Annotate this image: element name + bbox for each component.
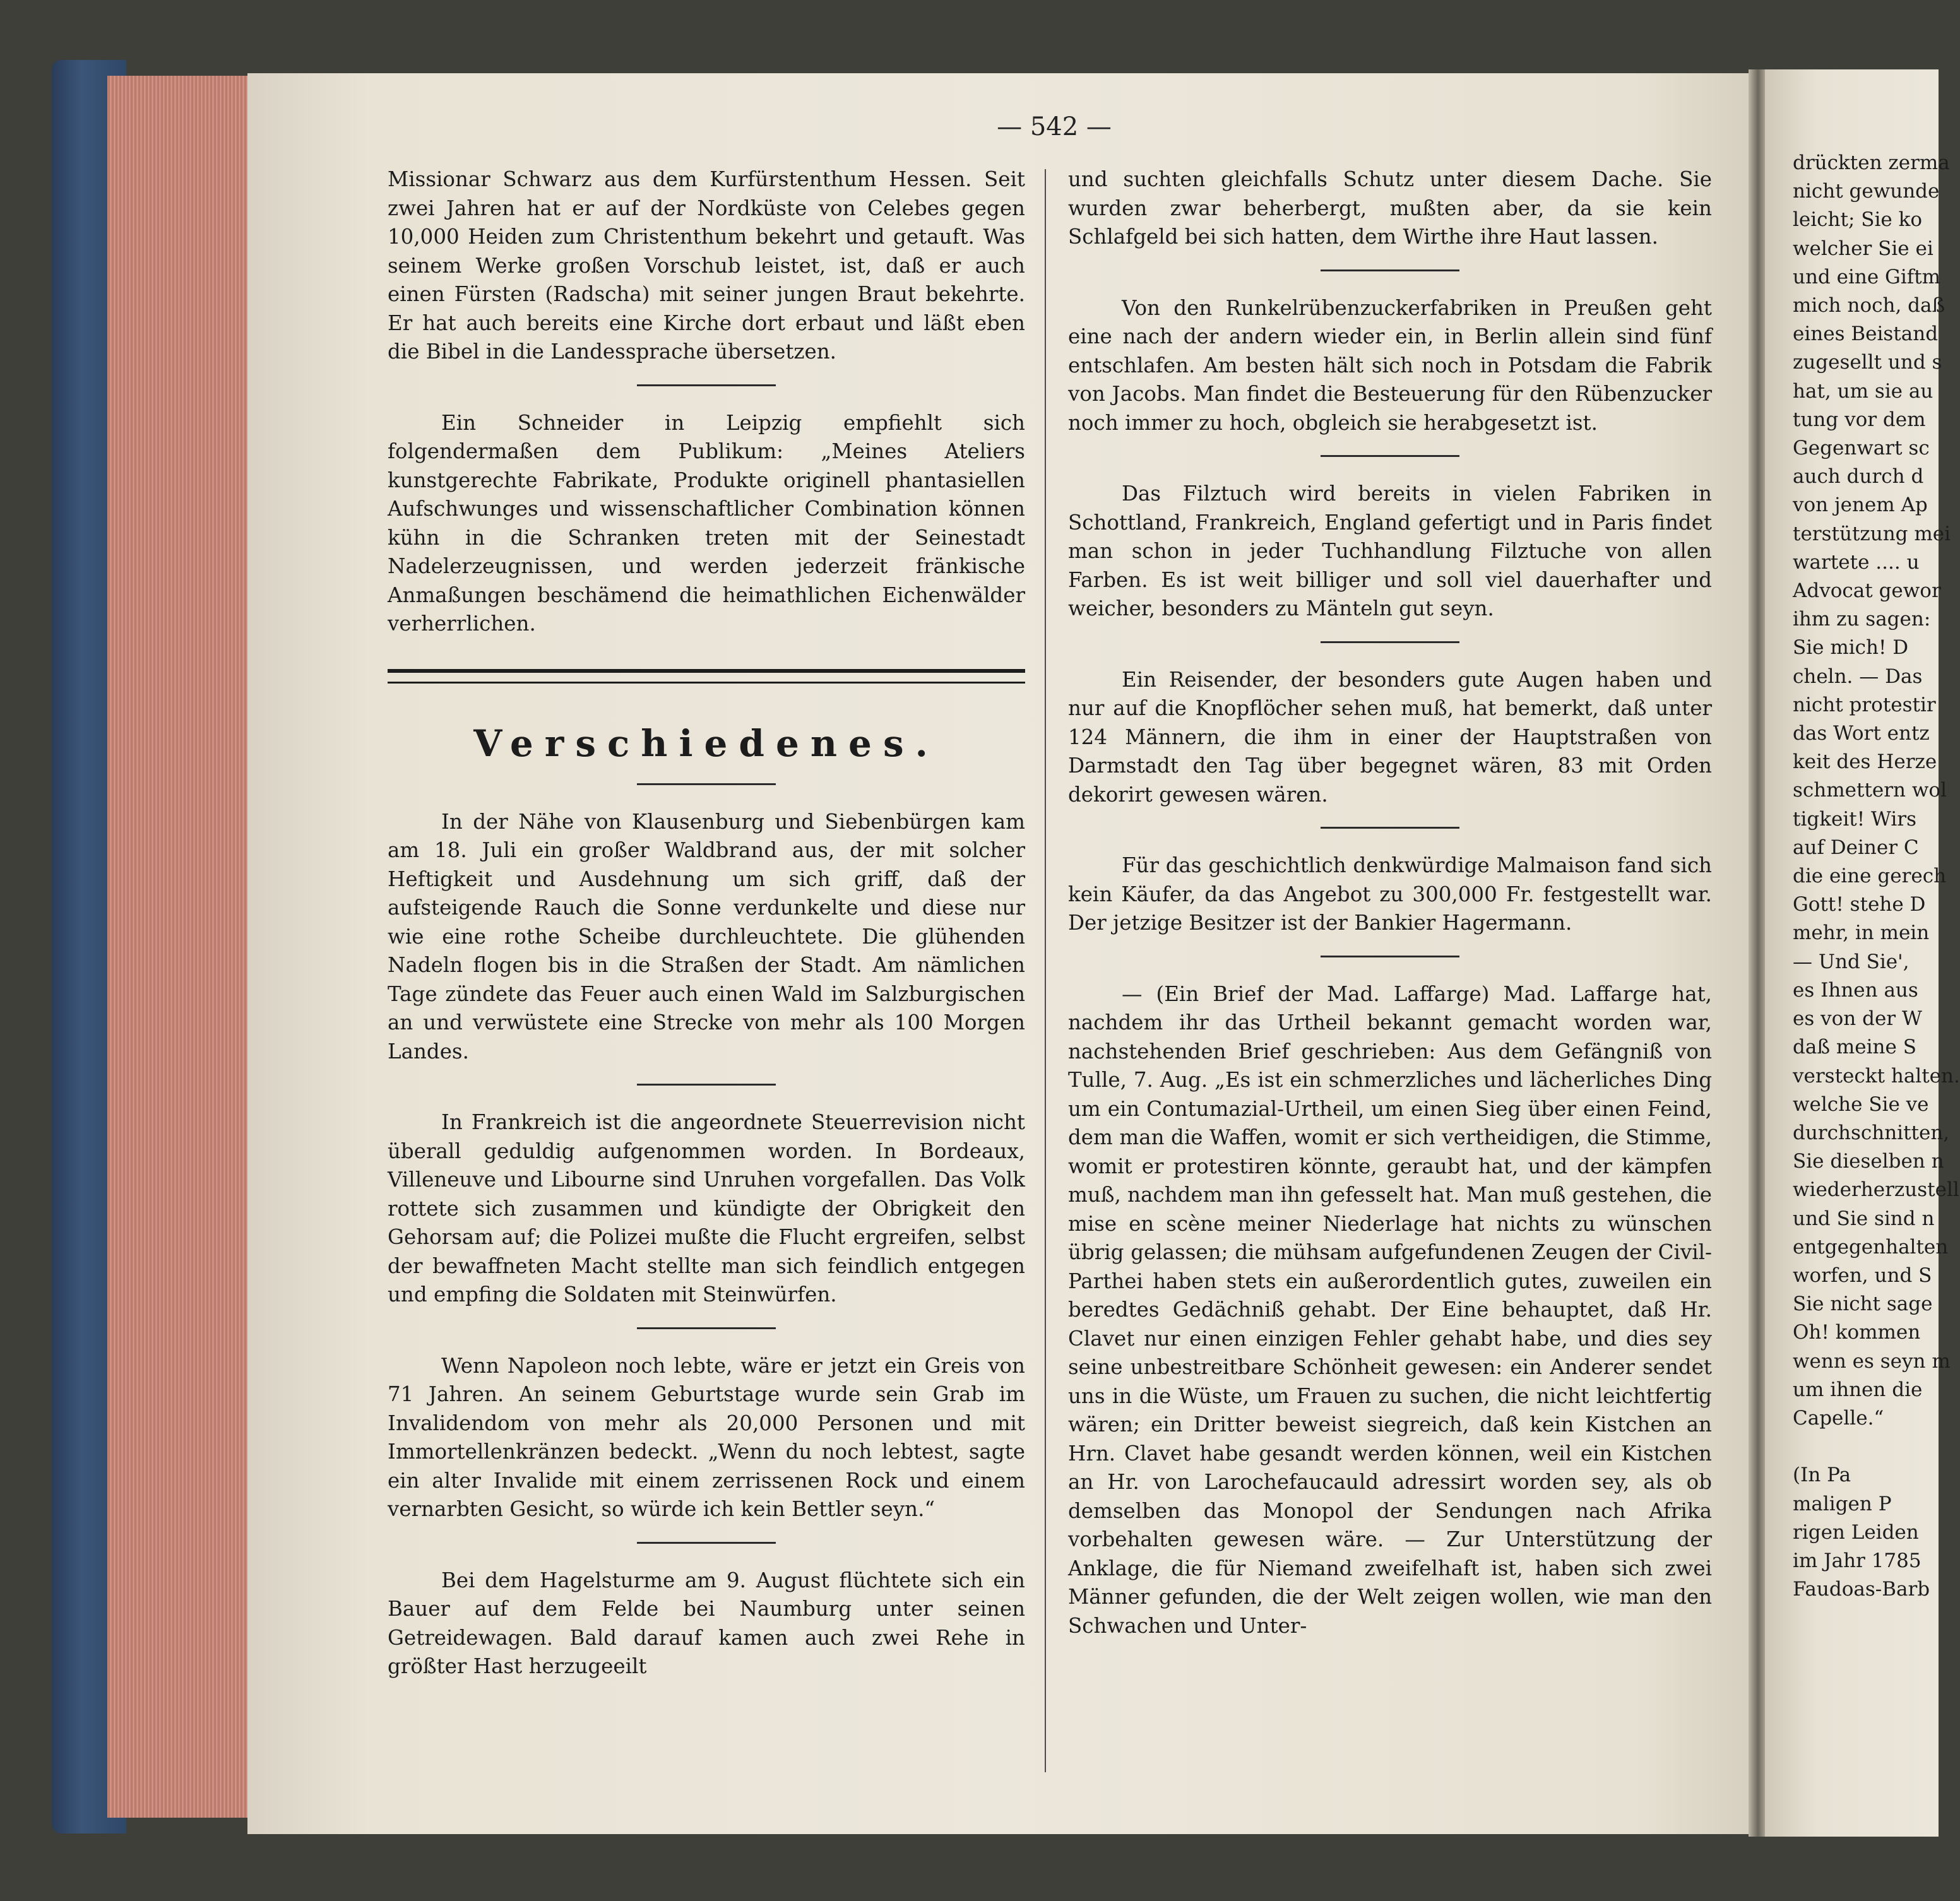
separator-rule xyxy=(637,1542,776,1544)
fragment-line: auf Deiner C xyxy=(1793,836,1919,859)
fragment-line: welche Sie ve xyxy=(1793,1093,1929,1116)
paragraph-text: In der Nähe von Klausenburg und Siebenbürgen kam am 18. Juli ein großer Waldbrand aus, der mit solcher Heftigkeit und Ausdehnung um sich griff, daß der aufsteigende Rauch die Sonne verdunkelte und diese nur wie eine rothe Scheibe durchleuchtete. Die glühenden Nadeln flogen bis in die Straßen der Stadt. Am nämlichen Tage zündete das Feuer auch einen Wald im Salzburgischen an und verwüstete eine Strecke von mehr als 100 Morgen Landes. xyxy=(388,809,1025,1063)
fragment-line: um ihnen die xyxy=(1793,1378,1923,1401)
fragment-line: tung vor dem xyxy=(1793,408,1926,431)
paragraph-text: — (Ein Brief der Mad. Laffarge) Mad. Laffarge hat, nachdem ihr das Urtheil bekannt gemacht worden war, nachstehenden Brief geschrieben: Aus dem Gefängniß von Tulle, 7. Aug. „Es ist ein schmerzliches und lächerliches Ding um ein Contumazial-Urtheil, um einen Sieg über einen Feind, dem man die Waffen, womit er sich vertheidigen, die Stimme, womit er protestiren könnte, geraubt hat, und der kämpfen muß, nachdem man ihn gefesselt hat. Man muß gestehen, die mise en scène meiner Niederlage hat nichts zu wünschen übrig gelassen; die mühsam aufgefundenen Zeugen der Civil-Parthei haben stets ein außerordentlich gutes, zuweilen ein beredtes Gedächniß gehabt. Der Eine behauptet, daß Hr. Clavet nur einen einzigen Fehler gehabt habe, und dies sey seine unbestreitbare Schönheit gewesen: ein Anderer sendet uns in die Wüste, um Frauen zu suchen, die nicht leichtfertig wären; ein Dritter beweist siegreich, daß kein Kistchen an Hrn. Clavet habe gesandt werden können, weil ein Kistchen an Hr. von Larochefaucauld adressirt worden sey, als ob demselben das Monopol der Sendungen nach Afrika vorbehalten gewesen wäre. — Zur Unterstützung der Anklage, die für Niemand zweifelhaft ist, haben sich zwei Männer gefunden, die der Welt zeigen wollen, wie man den Schwachen und Unter- xyxy=(1068,981,1712,1638)
separator-rule xyxy=(1321,956,1459,957)
separator-rule xyxy=(637,384,776,386)
paragraph xyxy=(388,1566,1025,1681)
separator-rule xyxy=(637,1327,776,1329)
paragraph-text: Bei dem Hagelsturme am 9. August flüchtete sich ein Bauer auf dem Felde bei Naumburg unter seinen Getreidewagen. Bald darauf kamen auch zwei Rehe in größter Hast herzugeeilt xyxy=(388,1568,1025,1678)
fragment-line: eines Beistand xyxy=(1793,323,1939,346)
fragment-line: zugesellt und s xyxy=(1793,351,1942,374)
fragment-line: Gott! stehe D xyxy=(1793,893,1926,916)
fragment-line: worfen, und S xyxy=(1793,1264,1932,1287)
right-column xyxy=(1068,165,1712,1640)
separator-rule xyxy=(637,1084,776,1086)
fragment-line: entgegenhalten xyxy=(1793,1235,1949,1258)
fragment-line: leicht; Sie ko xyxy=(1793,208,1923,232)
fragment-line: welcher Sie ei xyxy=(1793,237,1933,260)
fragment-line: mehr, in mein xyxy=(1793,921,1930,945)
page-edges xyxy=(107,76,252,1818)
fragment-line: maligen P xyxy=(1793,1492,1892,1515)
paragraph-text: Von den Runkelrübenzuckerfabriken in Preußen geht eine nach der andern wieder ein, in Berlin allein sind fünf entschlafen. Am besten hält sich noch in Potsdam die Fabrik von Jacobs. Man findet die Besteuerung für den Rübenzucker noch immer zu hoch, obgleich sie herabgesetzt ist. xyxy=(1068,295,1712,435)
fragment-line: rigen Leiden xyxy=(1793,1520,1919,1544)
separator-rule xyxy=(1321,269,1459,271)
fragment-line: von jenem Ap xyxy=(1793,494,1928,517)
paragraph xyxy=(1068,851,1712,938)
paragraph xyxy=(388,1352,1025,1524)
fragment-line: Oh! kommen xyxy=(1793,1321,1921,1344)
fragment-line: durchschnitten, xyxy=(1793,1121,1950,1144)
paragraph-text: und suchten gleichfalls Schutz unter diesem Dache. Sie wurden zwar beherbergt, mußten aber, da sie kein Schlafgeld bei sich hatten, dem Wirthe ihre Haut lassen. xyxy=(1068,167,1712,249)
fragment-line: und eine Giftm xyxy=(1793,265,1941,288)
fragment-line: das Wort entz xyxy=(1793,722,1930,745)
paragraph xyxy=(388,808,1025,1067)
separator-rule xyxy=(1321,827,1459,829)
paragraph xyxy=(1068,294,1712,438)
fragment-line: ihm zu sagen: xyxy=(1793,608,1931,631)
fragment-line: Advocat gewor xyxy=(1793,579,1941,603)
fragment-line: es von der W xyxy=(1793,1007,1922,1031)
paragraph xyxy=(388,409,1025,639)
fragment-line: versteckt halten. xyxy=(1793,1064,1960,1087)
paragraph xyxy=(1068,480,1712,624)
fragment-line: daß meine S xyxy=(1793,1036,1916,1059)
facing-page-fragment xyxy=(1793,149,1960,1604)
column-divider xyxy=(1045,169,1046,1772)
fragment-line: Sie mich! D xyxy=(1793,636,1909,660)
fragment-line xyxy=(1793,1433,1957,1461)
paragraph xyxy=(1068,165,1712,252)
fragment-line: Capelle.“ xyxy=(1793,1406,1884,1430)
fragment-line: im Jahr 1785 xyxy=(1793,1549,1921,1572)
paragraph xyxy=(388,1108,1025,1310)
fragment-line: (In Pa xyxy=(1793,1464,1851,1487)
fragment-line: keit des Herze xyxy=(1793,750,1937,774)
paragraph-text: Das Filztuch wird bereits in vielen Fabriken in Schottland, Frankreich, England gefertigt und in Paris findet man schon in jeder Tuchhandlung Filztuche von allen Farben. Es ist weit billiger und soll viel dauerhafter und weicher, besonders zu Mänteln gut seyn. xyxy=(1068,482,1712,620)
fragment-line: schmettern wol xyxy=(1793,779,1947,802)
fragment-line: auch durch d xyxy=(1793,465,1924,489)
section-separator xyxy=(388,669,1025,684)
fragment-line: terstützung mei xyxy=(1793,522,1951,545)
fragment-line: wiederherzustell xyxy=(1793,1178,1959,1202)
section-heading: Verschiedenes. xyxy=(473,721,939,765)
fragment-line: es Ihnen aus xyxy=(1793,978,1918,1002)
fragment-line: drückten zerma xyxy=(1793,151,1950,174)
fragment-line: nicht gewunde xyxy=(1793,180,1940,203)
fragment-line: Gegenwart sc xyxy=(1793,437,1930,460)
fragment-line: mich noch, daß xyxy=(1793,294,1945,317)
fragment-line: nicht protestir xyxy=(1793,693,1936,716)
fragment-line: hat, um sie au xyxy=(1793,379,1933,403)
paragraph-text: Ein Schneider in Leipzig empfiehlt sich folgendermaßen dem Publikum: „Meines Ateliers kunstgerechte Fabrikate, Produkte originell phantasiellen Aufschwunges und wissenschaftlicher Combination können kühn in die Schranken treten mit der Seinestadt Nadelerzeugnissen, und werden jederzeit fränkische Anmaßungen beschämend die heimathlichen Eichenwälder verherrlichen. xyxy=(388,410,1025,636)
page-number: — 542 — xyxy=(997,112,1112,141)
fragment-line: — Und Sie', xyxy=(1793,950,1910,973)
paragraph-text: Für das geschichtlich denkwürdige Malmaison fand sich kein Käufer, da das Angebot zu 300,000 Fr. festgestellt war. Der jetzige Besitzer ist der Bankier Hagermann. xyxy=(1068,853,1712,935)
left-column xyxy=(388,165,1025,1681)
paragraph-text: Wenn Napoleon noch lebte, wäre er jetzt ein Greis von 71 Jahren. An seinem Geburtstage wurde sein Grab im Invalidendom von mehr als 20,000 Personen und mit Immortellenkränzen bedeckt. „Wenn du noch lebtest, sagte ein alter Invalide mit einem zerrissenen Rock und einem vernarbten Gesicht, so würde ich kein Bettler seyn.“ xyxy=(388,1353,1025,1521)
fragment-line: wenn es seyn m xyxy=(1793,1349,1951,1373)
separator-rule xyxy=(1321,641,1459,643)
fragment-line: tigkeit! Wirs xyxy=(1793,807,1916,831)
paragraph xyxy=(1068,666,1712,810)
fragment-line: Faudoas-Barb xyxy=(1793,1578,1930,1601)
paragraph-text: Missionar Schwarz aus dem Kurfürstenthum Hessen. Seit zwei Jahren hat er auf der Nordküste von Celebes gegen 10,000 Heiden zum Christenthum bekehrt und getauft. Was seinem Werke großen Vorschub leistet, ist, daß er auch einen Fürsten (Radscha) mit seiner jungen Braut bekehrte. Er hat auch bereits eine Kirche dort erbaut und läßt eben die Bibel in die Landessprache übersetzen. xyxy=(388,167,1025,364)
fragment-line: Sie dieselben n xyxy=(1793,1150,1944,1173)
paragraph xyxy=(1068,980,1712,1641)
fragment-line: wartete .... u xyxy=(1793,550,1920,574)
separator-rule xyxy=(1321,455,1459,457)
fragment-line: cheln. — Das xyxy=(1793,665,1923,688)
paragraph-text: Ein Reisender, der besonders gute Augen haben und nur auf die Knopflöcher sehen muß, hat bemerkt, daß unter 124 Männern, die ihm in einer der Hauptstraßen von Darmstadt den Tag über begegnet wären, 83 mit Orden dekorirt gewesen wären. xyxy=(1068,667,1712,807)
fragment-line: Sie nicht sage xyxy=(1793,1293,1933,1316)
paragraph xyxy=(388,165,1025,367)
separator-rule xyxy=(637,783,776,785)
fragment-line: und Sie sind n xyxy=(1793,1207,1935,1230)
paragraph-text: In Frankreich ist die angeordnete Steuerrevision nicht überall geduldig aufgenommen worden. In Bordeaux, Villeneuve und Libourne sind Unruhen vorgefallen. Das Volk rottete sich zusammen und kündigte der Obrigkeit den Gehorsam auf; die Polizei mußte die Flucht ergreifen, selbst der bewaffneten Macht stellte man sich feindlich entgegen und empfing die Soldaten mit Steinwürfen. xyxy=(388,1110,1025,1306)
fragment-line: die eine gerech xyxy=(1793,865,1947,888)
